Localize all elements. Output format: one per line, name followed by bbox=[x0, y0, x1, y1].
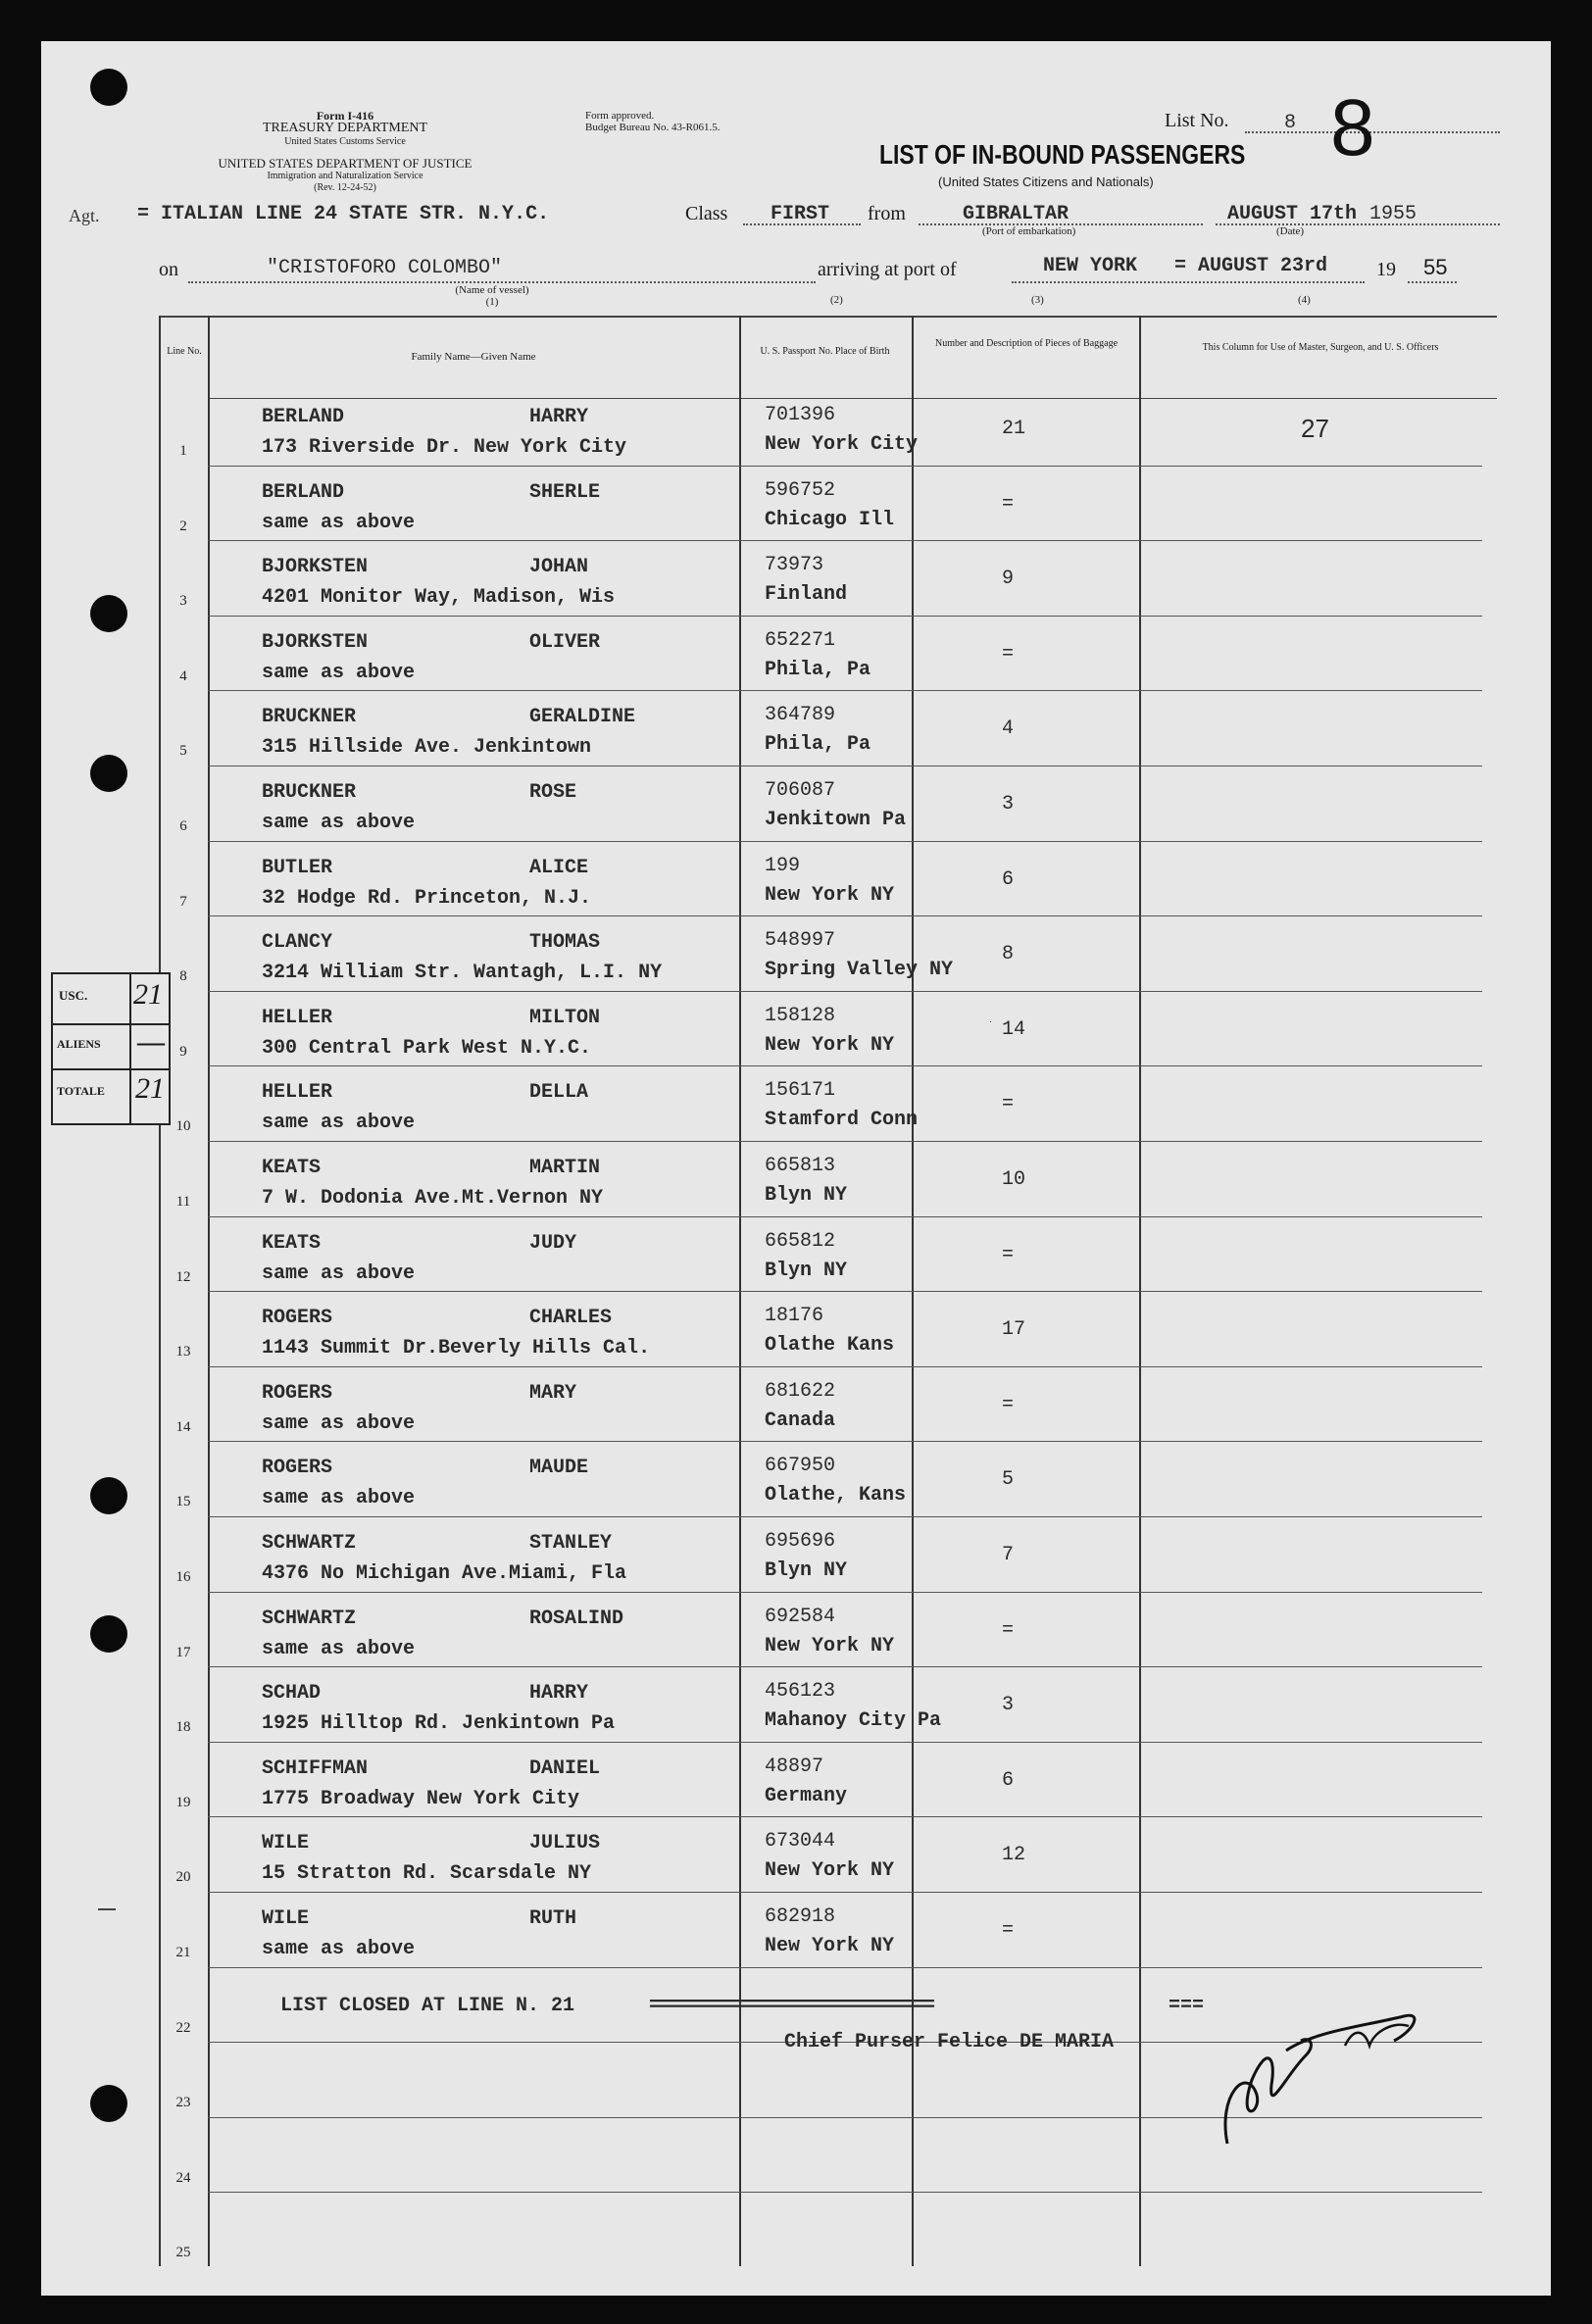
line-number: 19 bbox=[175, 1794, 191, 1810]
on-label: on bbox=[159, 259, 178, 280]
passport-number: 548997 bbox=[765, 929, 836, 953]
chief-purser: Chief Purser Felice DE MARIA bbox=[784, 2031, 1115, 2053]
baggage-count: 14 bbox=[1002, 1017, 1026, 1041]
year-prefix: 19 bbox=[1376, 259, 1396, 280]
arrival-port: NEW YORK bbox=[1043, 255, 1138, 277]
col-name-header: Family Name—Given Name bbox=[411, 351, 536, 363]
place-of-birth: Chicago Ill bbox=[765, 508, 895, 531]
row-divider bbox=[208, 540, 1482, 541]
given-name: JULIUS bbox=[529, 1832, 601, 1855]
row-divider bbox=[208, 841, 1482, 842]
family-name: SCHWARTZ bbox=[262, 1532, 357, 1555]
baggage-count: = bbox=[1002, 492, 1015, 516]
row-divider bbox=[208, 1291, 1482, 1292]
family-name: WILE bbox=[262, 1832, 310, 1855]
line-number: 22 bbox=[175, 2019, 191, 2036]
passport-number: 156171 bbox=[765, 1079, 836, 1103]
line-number: 13 bbox=[175, 1344, 191, 1360]
line-number: 1 bbox=[179, 443, 187, 459]
year-suffix: 55 bbox=[1423, 255, 1448, 279]
given-name: DELLA bbox=[529, 1081, 589, 1105]
form-title: LIST OF IN-BOUND PASSENGERS bbox=[879, 139, 1246, 170]
row-divider bbox=[208, 915, 1482, 916]
place-of-birth: Phila, Pa bbox=[765, 658, 871, 681]
baggage-count: 7 bbox=[1002, 1544, 1015, 1566]
line-number: 10 bbox=[175, 1118, 191, 1135]
row-divider bbox=[208, 690, 1482, 691]
place-of-birth: New York NY bbox=[765, 1859, 895, 1883]
col-line-header: Line No. bbox=[167, 346, 202, 357]
given-name: STANLEY bbox=[529, 1532, 613, 1555]
row-divider bbox=[208, 466, 1482, 467]
baggage-count: 6 bbox=[1002, 867, 1015, 891]
address: same as above bbox=[262, 1411, 416, 1435]
embark-date: AUGUST 17th bbox=[1227, 203, 1358, 225]
row-divider bbox=[208, 616, 1482, 617]
aliens-value: — bbox=[137, 1027, 165, 1058]
address: same as above bbox=[262, 1261, 416, 1285]
address: 300 Central Park West N.Y.C. bbox=[262, 1036, 592, 1060]
line-number: 7 bbox=[179, 893, 187, 910]
agent-value: = ITALIAN LINE 24 STATE STR. N.Y.C. bbox=[137, 203, 550, 225]
passport-number: 695696 bbox=[765, 1530, 836, 1553]
given-name: MARTIN bbox=[529, 1157, 601, 1179]
given-name: GERALDINE bbox=[529, 706, 636, 729]
place-of-birth: Germany bbox=[765, 1784, 848, 1807]
address: same as above bbox=[262, 511, 416, 534]
embark-port: GIBRALTAR bbox=[963, 203, 1070, 225]
closing-dashes-end: === bbox=[1169, 1995, 1205, 2017]
usc-value: 21 bbox=[133, 978, 163, 1011]
baggage-count: 12 bbox=[1002, 1844, 1026, 1867]
total-value: 21 bbox=[135, 1072, 165, 1105]
baggage-count: 3 bbox=[1002, 1694, 1015, 1717]
given-name: HARRY bbox=[529, 406, 589, 428]
agent-label: Agt. bbox=[69, 206, 100, 225]
place-of-birth: New York NY bbox=[765, 1634, 895, 1657]
family-name: CLANCY bbox=[262, 931, 333, 955]
punch-hole bbox=[90, 1477, 127, 1514]
passport-number: 701396 bbox=[765, 404, 836, 426]
place-of-birth: Olathe, Kans bbox=[765, 1484, 907, 1508]
family-name: BRUCKNER bbox=[262, 706, 357, 729]
passport-number: 48897 bbox=[765, 1755, 824, 1778]
line-number: 21 bbox=[175, 1945, 191, 1960]
line-number: 16 bbox=[175, 1569, 191, 1585]
baggage-count: 3 bbox=[1002, 793, 1015, 816]
given-name: SHERLE bbox=[529, 480, 601, 504]
col-baggage-header: Number and Description of Pieces of Baggage bbox=[934, 338, 1119, 349]
address: 173 Riverside Dr. New York City bbox=[262, 436, 627, 459]
form-approved: Form approved. bbox=[585, 110, 655, 122]
passport-number: 364789 bbox=[765, 704, 836, 727]
passport-number: 18176 bbox=[765, 1305, 824, 1328]
passport-number: 667950 bbox=[765, 1455, 836, 1478]
line-number: 15 bbox=[175, 1494, 191, 1510]
line-number: 14 bbox=[175, 1418, 191, 1435]
line-number: 5 bbox=[179, 743, 187, 760]
list-no-handwritten: 8 bbox=[1330, 83, 1375, 173]
baggage-count: = bbox=[1002, 1243, 1015, 1266]
punch-hole bbox=[90, 69, 127, 106]
passport-number: 706087 bbox=[765, 779, 836, 802]
officer-note: 27 bbox=[1301, 414, 1329, 443]
place-of-birth: New York City bbox=[765, 433, 919, 456]
passport-number: 73973 bbox=[765, 554, 824, 577]
closing-dashes: ============================= bbox=[649, 1995, 934, 2017]
family-name: BJORKSTEN bbox=[262, 556, 369, 579]
baggage-count: = bbox=[1002, 1093, 1015, 1116]
place-of-birth: New York NY bbox=[765, 1935, 895, 1957]
family-name: HELLER bbox=[262, 1006, 333, 1029]
given-name: MAUDE bbox=[529, 1457, 589, 1480]
row-divider bbox=[208, 1742, 1482, 1743]
family-name: SCHIFFMAN bbox=[262, 1756, 369, 1780]
address: 315 Hillside Ave. Jenkintown bbox=[262, 736, 592, 760]
treasury-dept: TREASURY DEPARTMENT bbox=[262, 121, 428, 135]
purser-signature bbox=[1169, 1987, 1472, 2153]
list-no-typed: 8 bbox=[1284, 112, 1297, 134]
address: 4376 No Michigan Ave.Miami, Fla bbox=[262, 1562, 627, 1585]
baggage-count: 5 bbox=[1002, 1468, 1015, 1492]
address: 3214 William Str. Wantagh, L.I. NY bbox=[262, 962, 663, 985]
family-name: ROGERS bbox=[262, 1307, 333, 1330]
family-name: BERLAND bbox=[262, 480, 345, 504]
row-divider bbox=[208, 1666, 1482, 1667]
family-name: SCHAD bbox=[262, 1682, 322, 1706]
passport-number: 665812 bbox=[765, 1229, 836, 1253]
baggage-count: = bbox=[1002, 1618, 1015, 1642]
form-subtitle: (United States Citizens and Nationals) bbox=[938, 174, 1154, 189]
row-divider bbox=[208, 1441, 1482, 1442]
given-name: ROSE bbox=[529, 781, 577, 804]
passport-number: 456123 bbox=[765, 1680, 836, 1704]
aliens-label: ALIENS bbox=[57, 1037, 101, 1051]
baggage-count: 21 bbox=[1002, 418, 1026, 440]
baggage-count: 17 bbox=[1002, 1318, 1026, 1342]
given-name: RUTH bbox=[529, 1907, 577, 1930]
vessel-caption: (Name of vessel) bbox=[455, 284, 529, 296]
line-number: 23 bbox=[175, 2095, 191, 2111]
line-number: 6 bbox=[179, 818, 187, 834]
line-number: 18 bbox=[175, 1719, 191, 1736]
row-divider bbox=[208, 1516, 1482, 1517]
place-of-birth: Canada bbox=[765, 1409, 836, 1432]
punch-hole bbox=[90, 755, 127, 792]
passport-number: 692584 bbox=[765, 1605, 836, 1628]
place-of-birth: New York NY bbox=[765, 1033, 895, 1057]
embark-year: 1955 bbox=[1369, 203, 1418, 225]
family-name: SCHWARTZ bbox=[262, 1607, 357, 1630]
family-name: BERLAND bbox=[262, 406, 345, 428]
line-number: 25 bbox=[175, 2245, 191, 2261]
row-divider bbox=[208, 991, 1482, 992]
given-name: CHARLES bbox=[529, 1307, 613, 1330]
place-of-birth: Stamford Conn bbox=[765, 1109, 919, 1132]
justice-dept: UNITED STATES DEPARTMENT OF JUSTICE bbox=[218, 156, 473, 171]
address: same as above bbox=[262, 661, 416, 684]
baggage-count: 6 bbox=[1002, 1768, 1015, 1792]
col-4-number: (4) bbox=[1298, 294, 1311, 306]
baggage-count: = bbox=[1002, 642, 1015, 666]
row-divider bbox=[208, 2192, 1482, 2193]
address: 7 W. Dodonia Ave.Mt.Vernon NY bbox=[262, 1187, 604, 1210]
place-of-birth: Blyn NY bbox=[765, 1259, 848, 1282]
given-name: THOMAS bbox=[529, 931, 601, 955]
vessel-name: "CRISTOFORO COLOMBO" bbox=[267, 257, 503, 279]
line-number: 11 bbox=[175, 1194, 191, 1210]
baggage-count: 9 bbox=[1002, 568, 1015, 591]
address: same as above bbox=[262, 1637, 416, 1660]
line-number: 2 bbox=[179, 518, 187, 534]
address: same as above bbox=[262, 1112, 416, 1135]
address: 1775 Broadway New York City bbox=[262, 1787, 580, 1810]
given-name: HARRY bbox=[529, 1682, 589, 1706]
total-label: TOTALE bbox=[57, 1084, 105, 1098]
given-name: JOHAN bbox=[529, 556, 589, 579]
family-name: BJORKSTEN bbox=[262, 630, 369, 654]
baggage-count: 8 bbox=[1002, 943, 1015, 966]
passport-number: 158128 bbox=[765, 1004, 836, 1027]
address: 1143 Summit Dr.Beverly Hills Cal. bbox=[262, 1337, 651, 1360]
passport-number: 652271 bbox=[765, 628, 836, 652]
passport-number: 665813 bbox=[765, 1155, 836, 1177]
line-number: 24 bbox=[175, 2169, 191, 2186]
given-name: MARY bbox=[529, 1381, 577, 1405]
line-number: 20 bbox=[175, 1869, 191, 1886]
place-of-birth: Mahanoy City Pa bbox=[765, 1709, 942, 1733]
date-caption: (Date) bbox=[1276, 225, 1305, 237]
place-of-birth: Finland bbox=[765, 583, 848, 607]
given-name: ALICE bbox=[529, 856, 589, 879]
budget-bureau: Budget Bureau No. 43-R061.5. bbox=[585, 122, 721, 133]
given-name: JUDY bbox=[529, 1231, 577, 1255]
class-value: FIRST bbox=[771, 203, 830, 225]
address: same as above bbox=[262, 1938, 416, 1960]
row-divider bbox=[208, 1065, 1482, 1066]
family-name: ROGERS bbox=[262, 1381, 333, 1405]
baggage-count: 10 bbox=[1002, 1168, 1026, 1191]
passport-number: 681622 bbox=[765, 1379, 836, 1403]
line-number: 4 bbox=[179, 668, 187, 684]
family-name: HELLER bbox=[262, 1081, 333, 1105]
baggage-count: 4 bbox=[1002, 717, 1015, 741]
col-2-number: (2) bbox=[830, 294, 843, 306]
row-divider bbox=[208, 1592, 1482, 1593]
place-of-birth: Jenkitown Pa bbox=[765, 809, 907, 831]
embark-caption: (Port of embarkation) bbox=[982, 225, 1076, 237]
line-number: 12 bbox=[175, 1268, 191, 1285]
punch-hole bbox=[90, 2085, 127, 2122]
punch-hole bbox=[90, 595, 127, 632]
passport-number: 199 bbox=[765, 854, 801, 877]
form-number: Form I-416 bbox=[316, 109, 374, 123]
place-of-birth: Phila, Pa bbox=[765, 733, 871, 757]
usc-label: USC. bbox=[59, 988, 88, 1003]
line-number: 3 bbox=[179, 593, 187, 610]
address: 4201 Monitor Way, Madison, Wis bbox=[262, 586, 616, 610]
family-name: KEATS bbox=[262, 1157, 322, 1179]
place-of-birth: Olathe Kans bbox=[765, 1334, 895, 1358]
revision: (Rev. 12-24-52) bbox=[314, 182, 376, 193]
address: 15 Stratton Rd. Scarsdale NY bbox=[262, 1862, 592, 1886]
punch-hole bbox=[90, 1615, 127, 1653]
col-3-number: (3) bbox=[1031, 294, 1044, 306]
address: 1925 Hilltop Rd. Jenkintown Pa bbox=[262, 1712, 616, 1736]
row-divider bbox=[208, 1892, 1482, 1893]
address: 32 Hodge Rd. Princeton, N.J. bbox=[262, 886, 592, 910]
list-closed-text: LIST CLOSED AT LINE N. 21 bbox=[280, 1995, 575, 2017]
passport-number: 682918 bbox=[765, 1905, 836, 1928]
address: same as above bbox=[262, 812, 416, 834]
line-number: 9 bbox=[179, 1043, 187, 1060]
baggage-count: = bbox=[1002, 1393, 1015, 1416]
col-officers-header: This Column for Use of Master, Surgeon, and U. S. Officers bbox=[1202, 342, 1439, 353]
ins-service: Immigration and Naturalization Service bbox=[267, 171, 423, 181]
from-label: from bbox=[868, 203, 906, 224]
given-name: MILTON bbox=[529, 1006, 601, 1029]
line-number: 17 bbox=[175, 1644, 191, 1660]
row-divider bbox=[208, 1816, 1482, 1817]
family-name: ROGERS bbox=[262, 1457, 333, 1480]
row-divider bbox=[208, 1366, 1482, 1367]
class-label: Class bbox=[685, 203, 728, 224]
family-name: KEATS bbox=[262, 1231, 322, 1255]
place-of-birth: Blyn NY bbox=[765, 1184, 848, 1207]
family-name: BUTLER bbox=[262, 856, 333, 879]
col-1-number: (1) bbox=[485, 296, 499, 308]
row-divider bbox=[208, 1216, 1482, 1217]
baggage-count: = bbox=[1002, 1919, 1015, 1942]
family-name: WILE bbox=[262, 1907, 310, 1930]
place-of-birth: New York NY bbox=[765, 883, 895, 907]
place-of-birth: Blyn NY bbox=[765, 1559, 848, 1582]
given-name: DANIEL bbox=[529, 1756, 601, 1780]
manifest-page bbox=[41, 41, 1551, 2296]
row-divider bbox=[208, 1967, 1482, 1968]
passport-number: 673044 bbox=[765, 1830, 836, 1854]
given-name: ROSALIND bbox=[529, 1607, 624, 1630]
address: same as above bbox=[262, 1487, 416, 1510]
col-passport-header: U. S. Passport No. Place of Birth bbox=[760, 346, 890, 357]
line-number: 8 bbox=[179, 968, 187, 985]
list-no-label: List No. bbox=[1165, 110, 1229, 131]
arrival-date: = AUGUST 23rd bbox=[1174, 255, 1328, 277]
family-name: BRUCKNER bbox=[262, 781, 357, 804]
row-divider bbox=[208, 1141, 1482, 1142]
tally-box bbox=[51, 972, 171, 1125]
given-name: OLIVER bbox=[529, 630, 601, 654]
customs-service: United States Customs Service bbox=[284, 136, 406, 147]
passport-number: 596752 bbox=[765, 478, 836, 502]
arriving-label: arriving at port of bbox=[818, 259, 957, 280]
place-of-birth: Spring Valley NY bbox=[765, 959, 954, 982]
